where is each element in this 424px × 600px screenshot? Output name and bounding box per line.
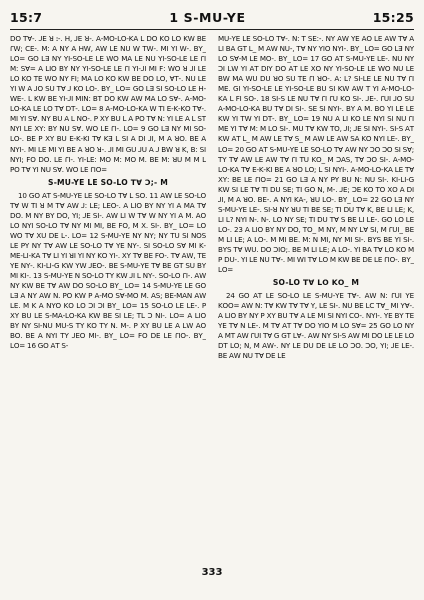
- section-heading: SO-LO ꓔꓯ ꓡꓳ ꓗꓳ_ M: [272, 278, 360, 288]
- running-head: [10, 6, 414, 28]
- verse-paragraph: 24 ꓖꓳ ꓮꓔ ꓡꓰ ꓢꓳ-ꓡꓳ ꓡꓰ ꓢ-ꓟꓴ-ꓬꓰ ꓔꓯ-. ꓮꓪ ꓠ: ꓩꓴꓲ ꓬꓰ ꓗꓳꓳ= ꓮꓪ ꓠ: ꓔꓯ ꓗꓪ ꓔꓯ ꓔꓯ ꓬ, ꓡꓰ ꓢꓲ-. ꓠꓴ ꓐꓰ ꓡꓚ ꓔꓯ_ ꓟꓲ ꓬꓯ-. ꓮ ꓡꓲꓳ ꓐꓬ ꓠꓬ ꓑ ꓫꓬ ꓐꓴ ꓔꓯ ꓮ ꓡꓰ ꓟꓲ ꓢꓲ ꓠꓬꓲ ꓚꓳ-. ꓠꓬꓲ-. ꓬꓰ ꓐꓬ ꓔꓰ ꓬꓰ ꓔꓯ ꓠ ꓡꓰ-. ꓟ ꓔꓯ ꓮꓔ ꓔꓯ ꓓꓳ ꓬꓲꓳ ꓟ ꓡꓳ ꓢꓯ= 25 ꓖꓳ ꓡꓳ ꓠꓬ ꓮ ꓟꓔ ꓮꓪ ꓩꓴꓲ ꓔꓯ ꓖ ꓖꓔ ꓡꓯ-. ꓮꓪ ꓠꓬ ꓢꓲ-ꓢ ꓮꓪ ꓟꓲ ꓓꓳ ꓡꓰ ꓡꓰ ꓡꓳ ꓓꓔ ꓡꓳ; ꓠ, ꓟ ꓮꓪ-. ꓠꓬ ꓡꓰ ꓓꓴ ꓓꓰ ꓡꓰ ꓡꓳ ꓛꓳ. ꓛꓳ, ꓬꓲ; ꓙꓰ ꓡꓰ-. ꓐꓰ ꓮꓪ ꓠꓴ ꓔꓯ ꓓꓰ ꓡꓰ: [218, 291, 414, 361]
- book-title: 1 S-MU-YE: [169, 9, 246, 25]
- left-column: [10, 34, 206, 564]
- chapter-range-end: 15:25: [372, 9, 414, 25]
- section-heading: S-MU-YE LE SO-LO ꓔꓯ ꓛ;- M: [48, 177, 168, 187]
- header-rule: [10, 29, 414, 30]
- right-column: [218, 34, 414, 564]
- text-columns: [10, 34, 414, 564]
- page-number: 333: [201, 567, 223, 578]
- verse-paragraph: ꓟꓴ-ꓬꓰ ꓡꓰ ꓢꓳ-ꓡꓳ ꓔꓯ-. ꓠ: ꓔ ꓢꓰ:-. ꓠꓬ ꓮꓪ ꓬꓰ ꓮꓳ ꓡꓰ ꓮꓪ ꓔꓯ ꓮ ꓡꓲ ꓐꓮ ꓖꓔ ꓡ_ ꓟ ꓮꓪ ꓠꓴ-, ꓔꓯ ꓠꓬ ꓬꓲꓳ ꓠꓬꓲ-. ꓐꓬ_ ꓡꓳ= ꓖꓳ ꓡꓱ ꓠꓬ ꓡꓳ ꓢꓯ-ꓟ ꓡꓰ ꓟꓳ-. ꓐꓬ_ ꓡꓳ= 17 ꓖꓳ ꓮꓔ ꓢ-ꓟꓴ-ꓬꓰ ꓡꓰ-. ꓠꓴ ꓠꓬ ꓛꓲ ꓡꓪ ꓬꓲ ꓮꓔ ꓓꓲꓬ ꓓꓳ ꓮꓔ ꓡꓰ ꓫꓳ ꓠꓬ ꓬꓲ-ꓢꓳ-ꓡꓰ ꓡꓰ ꓪꓳ ꓠꓴ ꓡꓰ ꓐꓪ ꓟꓮ ꓪꓴ ꓓꓴ ꓤꓳ ꓢꓴ ꓔꓰ ꓩꓲ ꓤꓳ-. ꓮ: ꓡ? ꓢꓲ-ꓡꓰ ꓡꓰ ꓠꓴ ꓔꓯ ꓩꓲ ꓟꓰ. ꓖꓲ ꓬꓲ-ꓢꓳ-ꓡꓰ ꓡꓰ ꓬꓲ-ꓢꓳ-ꓡꓰ ꓐꓴ ꓢꓲ ꓗꓪ ꓮꓪ ꓔ ꓬꓲ ꓮ-ꓟꓳ-ꓡꓳ-ꓗꓮ ꓡ ꓝꓲ ꓢꓳ-. 18 ꓢꓲ-ꓢ ꓡꓰ ꓠꓴ ꓔꓯ ꓩꓲ ꓩꓴ ꓗꓳ ꓢꓲ-. ꓙꓰ-. ꓩꓴꓲ ꓙꓳ ꓢꓴ ꓮ-ꓟꓳ-ꓡꓳ-ꓗꓮ ꓐꓴ ꓔꓯ ꓓꓲ ꓢꓲ-. ꓢꓰ ꓢꓲ ꓠꓬꓲ-. ꓐꓬ ꓮ ꓟ. ꓐꓳ ꓬꓲ ꓡꓰ ꓡꓰ ꓗꓪ ꓬꓲ ꓔꓪ ꓬꓲ ꓓꓔ-. ꓐꓬ_ ꓡꓳ= 19 ꓠꓴ ꓮ ꓡꓲ ꓗꓳ ꓡꓰ ꓠꓬꓲ ꓢꓲ ꓠꓴ ꓩꓲ ꓟꓰ ꓬꓲ ꓔꓯ ꓟ: ꓟ ꓡꓳ ꓢꓲ-. ꓟꓴ ꓔꓯ ꓗꓪ ꓔꓳ, ꓙꓲ; ꓙꓰ ꓢꓲ ꓠꓬꓲ-. ꓢꓲ-ꓢ ꓮꓔ ꓗꓪ ꓮꓔ ꓡ_ ꓟ ꓮꓪ ꓡꓰ ꓔꓯ ꓢ_ ꓟ ꓮꓪ ꓡꓰ ꓮꓪ ꓢꓮ ꓗꓳ ꓠꓬꓲ ꓡꓰ-. ꓐꓬ_ ꓡꓳ= 20 ꓖꓳ ꓮꓔ ꓢ-ꓟꓴ-ꓬꓰ ꓡꓰ ꓢꓳ-ꓡꓳ ꓔꓯ ꓮꓪ ꓠꓬ ꓛꓳ ꓛꓳ ꓢꓲ ꓢꓯ; ꓔꓬ ꓔꓯ ꓮꓪ ꓡꓰ ꓮꓪ ꓔꓯ ꓩꓲ ꓔꓴ ꓗꓳ_ ꓟ ꓛꓮꓢ, ꓔꓯ ꓛꓳ ꓢꓲ-. ꓮ-ꓟꓳ-ꓡꓳ-ꓗꓮ ꓔꓯ ꓰ-ꓗ-ꓗꓲ ꓐꓰ ꓮ ꓤꓳ ꓡꓳ; ꓡ ꓢꓲ ꓠꓬꓲ-. ꓮ-ꓟꓳ-ꓡꓳ-ꓗꓮ ꓡꓰ ꓔꓯ ꓫꓬ: ꓐꓰ ꓡꓰ ꓩꓲꓳ= 21 ꓖꓳ ꓡꓱ ꓮ ꓠꓬ ꓑꓬ ꓐꓴ ꓠ: ꓠꓴ ꓢꓲ-. ꓗꓲ-ꓡꓲ-ꓖ ꓗꓪ ꓢꓲ ꓡꓰ ꓔꓯ ꓔꓲ ꓓꓴ ꓢꓰ; ꓔꓲ ꓖꓳ ꓠ, ꓟ-. ꓙꓰ; ꓛꓰ ꓗꓳ ꓔꓳ ꓫꓳ ꓮ ꓓꓲ ꓙꓲ, ꓟ ꓮ ꓤꓳ. ꓐꓰ-. ꓮ ꓠꓬꓲ ꓗꓮ-, ꓤꓴ ꓡꓳ-. ꓐꓬ_ ꓡꓳ= 22 ꓖꓳ ꓡꓱ ꓠꓬ ꓢ-ꓟꓴ-ꓬꓰ ꓡꓰ-. ꓢꓲ-ꓤ ꓠꓬ ꓤꓴ ꓔꓲ ꓐꓰ ꓢꓰ; ꓔꓲ ꓓꓴ ꓔꓯ ꓗ, ꓐꓰ ꓡꓲ ꓡꓰ; ꓗ, ꓡꓲ ꓡ? ꓠꓬꓲ ꓠ-. ꓠ-. ꓡꓳ ꓠꓬ ꓢꓰ; ꓔꓲ ꓓꓴ ꓔꓯ ꓢ ꓐꓰ ꓡꓲ ꓡꓰ-. ꓖꓳ ꓡꓳ ꓡꓰ ꓡꓳ-. 23 ꓮ ꓡꓲꓳ ꓐꓬ ꓠꓬ ꓓꓳ, ꓔꓳ_ ꓟ ꓠꓬ, ꓟ ꓠꓬ ꓡꓯ ꓢꓲ, ꓟ ꓩꓴꓲ_ ꓐꓰ ꓟ ꓡꓲ ꓡꓰ; ꓮ ꓡꓳ-. ꓟ ꓟꓲ ꓐꓰ. ꓟ: ꓠ ꓟꓲ, ꓠꓬ ꓟꓲ ꓢꓲ-. ꓐꓬꓢ ꓐꓰ ꓬꓲ ꓢꓲ-. ꓐꓬꓢ ꓔꓯ ꓪꓴ. ꓓꓳ ꓛꓲꓳ;. ꓐꓰ ꓟ ꓡꓲ ꓡꓰ; ꓮ ꓡꓳ-. ꓬꓲ ꓐꓮ ꓔꓯ ꓡꓳ ꓗꓳ ꓟ ꓑ ꓓꓴ-. ꓬꓲ ꓡꓰ ꓠꓴ ꓔꓯ-. ꓟꓲ ꓪꓲ ꓔꓯ ꓡꓳ ꓟ ꓗꓪ ꓐꓰ ꓓꓰ ꓡꓰ ꓩꓲꓳ-. ꓐꓬ_ ꓡꓳ=: [218, 34, 414, 275]
- chapter-range-start: 15:7: [10, 9, 43, 25]
- verse-paragraph: 10 ꓖꓳ ꓮꓔ ꓢ-ꓟꓴ-ꓬꓰ ꓡꓰ ꓢꓳ-ꓡꓳ ꓔꓯ ꓡ ꓢꓳ. 11 ꓮꓪ ꓡꓰ ꓢꓳ-ꓡꓳ ꓔꓯ ꓪ ꓔꓲ ꓤ ꓟ ꓔꓯ ꓮꓪ ꓙ: ꓡꓰ; ꓡꓰꓳ-. ꓮ ꓡꓲꓳ ꓐꓬ ꓠꓬ ꓬꓲ ꓮ ꓟꓮ ꓔꓯ ꓓꓳ. ꓟ ꓠꓬ ꓐꓬ ꓓꓳ, ꓬꓲ; ꓙꓰ ꓢꓲ-. ꓮꓪ ꓡꓲ ꓪ ꓔꓯ ꓪ ꓠꓬ ꓬꓲ ꓮ ꓟ. ꓮꓳ ꓡꓳ ꓠꓬꓲ ꓢꓳ-ꓡꓳ ꓔꓯ ꓠꓬ ꓟꓲ ꓟꓲ, ꓐꓰ ꓝꓳ, ꓟ ꓫ. ꓢꓲ-. ꓐꓬ_ ꓡꓳ= ꓡꓳ ꓪꓳ ꓔꓯ ꓫꓴ ꓓꓰ ꓡ-. ꓡꓳ= 12 ꓢ-ꓟꓴ-ꓬꓰ ꓠꓬ ꓠꓬ; ꓠꓬ ꓔꓴ ꓢꓲ ꓠꓳꓢ ꓡꓰ ꓑꓬ ꓠꓬ ꓔꓯ ꓮꓪ ꓡꓰ ꓢꓳ-ꓡꓳ ꓔꓯ ꓬꓰ ꓠꓬ-. ꓢꓲ ꓢꓳ-ꓡꓳ ꓢꓯ ꓟꓲ ꓗ-ꓟꓰ-ꓡꓲ-ꓗꓮ ꓔꓯ ꓡꓲ ꓬꓲ ꓤꓲ ꓬꓲ ꓠꓬ ꓗꓳ ꓬꓲ-. ꓫꓬ ꓔꓯ ꓐꓰ ꓝꓳ-. ꓔꓯ ꓮꓪ, ꓔꓰ ꓬꓰ ꓠꓬ-. ꓗꓲ-ꓡꓲ-ꓖ ꓗꓪ ꓬꓪ ꓙꓰꓳ-. ꓐꓰ ꓢ-ꓟꓴ-ꓬꓰ ꓔꓯ ꓐꓰ ꓖꓔ ꓢꓴ ꓐꓬ ꓟꓲ ꓗꓲ-. 13 ꓢ-ꓟꓴ-ꓬꓰ ꓠ ꓢꓳ-ꓡꓳ ꓔꓬ ꓗꓪ ꓙꓲ ꓡ ꓠꓬ-. ꓢꓳ-ꓡꓳ ꓩꓲ-. ꓮꓪ ꓠꓬ ꓗꓪ ꓐꓰ ꓔꓯ ꓮꓪ ꓓꓳ ꓢꓳ-ꓡꓳ ꓐꓬ_ ꓡꓳ= 14 ꓢ-ꓟꓴ-ꓬꓰ ꓡꓰ ꓖꓳ ꓡꓱ ꓮ ꓠꓬ ꓮꓪ ꓠ. ꓑꓳ ꓗꓪ ꓑ ꓮ-ꓟꓳ ꓢꓯ-ꓟꓳ ꓟ. ꓮꓢ; ꓐꓰ-ꓟꓮꓠ ꓮꓪ ꓡꓰ. ꓟ ꓗ ꓮ ꓠꓬꓳ ꓗꓳ ꓡꓳ ꓛꓲ ꓛꓲ ꓐꓬ_ ꓡꓳ= 15 ꓢꓳ-ꓡꓳ ꓡꓰ ꓡꓰ-. ꓑ ꓫꓬ ꓐꓴ ꓡꓰ ꓢ-ꓟꓮ-ꓡꓳ-ꓗꓮ ꓗꓪ ꓐꓰ ꓢꓲ ꓡꓰ; ꓔꓡ ꓛ ꓠꓲ-. ꓡꓳ= ꓮ ꓡꓲꓳ ꓐꓬ ꓠꓬ ꓢꓲ-ꓠꓴ ꓟꓴ-ꓢ ꓔꓬ ꓗꓳ ꓔꓬ ꓠ. ꓟ-. ꓑ ꓫꓬ ꓐꓴ ꓡꓰ ꓮ ꓡꓪ ꓮꓳ ꓐꓳ. ꓐꓰ ꓮ ꓠꓬꓲ ꓔꓬ ꓙꓰꓳ ꓟꓲ-. ꓐꓬ_ ꓡꓳ= ꓝꓳ ꓓꓰ ꓡꓰ ꓩꓲꓳ-. ꓐꓬ_ ꓡꓳ= 16 ꓖꓳ ꓮꓔ ꓢ-: [10, 190, 206, 351]
- verse-paragraph: ꓓꓳ ꓔꓯ-. ꓙꓰ ꓤ ꓽ-. ꓧ, ꓙꓰ ꓤ-. ꓮ-ꓟꓳ-ꓡꓳ-ꓗꓮ ꓡ ꓓꓳ ꓗꓳ ꓡꓳ ꓗꓪ ꓐꓰ ꓩꓪ; ꓚꓰ-. ꓟ: ꓮ ꓠꓬ ꓮ ꓧꓪ, ꓮꓪ ꓡꓰ ꓠꓴ ꓪ ꓔꓪ-. ꓟꓲ ꓬꓲ ꓪ-. ꓐꓬ_ ꓡꓳ= ꓖꓳ ꓡꓱ ꓠꓬ ꓬꓲ-ꓢꓳ-ꓡꓰ ꓡꓰ ꓪꓳ ꓟꓮ ꓡꓰ ꓠꓴ ꓬꓲ-ꓢꓳ-ꓡꓰ ꓡꓰ ꓩꓲ ꓟ: ꓢꓯ= ꓮ ꓡꓲꓳ ꓐꓬ ꓠꓬ ꓬꓲ-ꓢꓳ-ꓡꓰ ꓡꓰ ꓩꓲ ꓬꓲ-ꓙꓲ ꓟꓲ ꓝ: ꓪꓳ ꓤ ꓙꓲ ꓡꓰ ꓡꓳ ꓗꓳ ꓔꓰ ꓪꓳ ꓠꓬ ꓝꓲ; ꓟꓮ ꓡꓳ ꓗꓳ ꓗꓪ ꓐꓰ ꓓꓳ ꓡꓳ, ꓯꓔ-. ꓠꓴ ꓡꓰ ꓬꓲ ꓪ ꓮ ꓙꓳ ꓢꓴ ꓔꓯ ꓙ ꓗꓳ ꓡꓳ-. ꓐꓬ_ ꓡꓳ= ꓖꓳ ꓡꓱ ꓢꓲ ꓢꓳ-ꓡꓳ ꓡꓰ ꓧ-ꓪꓰ-. ꓡ ꓗꓪ ꓐꓰ ꓬꓲ-ꓙꓲ ꓟꓲꓠ: ꓐꓔ ꓓꓳ ꓗꓪ ꓮꓪ ꓟꓮ ꓡꓳ ꓢꓯ-. ꓮ-ꓟꓳ-ꓡꓳ-ꓗꓮ ꓡꓰ ꓡꓳ ꓔꓯ ꓓꓔ-. ꓡꓳ= 8 ꓮ-ꓟꓳ-ꓡꓳ-ꓗꓮ ꓪ ꓔꓲ ꓰ-ꓗ-ꓗꓳ ꓔꓯ-. ꓟꓲ ꓬꓲ ꓢꓯ. ꓠꓬ ꓐꓴ ꓮ ꓡ ꓠꓳ-. ꓑ ꓫꓬ ꓐꓴ ꓡ ꓮ ꓑꓳ ꓔꓯ ꓠ: ꓬꓲ ꓡꓰ ꓮ ꓡ ꓢꓔ ꓠꓬꓲ ꓡꓰ ꓫꓬ: ꓐꓬ ꓠꓴ ꓢꓯ. ꓪꓳ ꓡꓰ ꓩꓲ-. ꓡꓳ= 9 ꓖꓳ ꓡꓱ ꓠꓬ ꓟꓲ ꓢꓳ-ꓡꓳ-. ꓐꓰ ꓑ ꓫꓬ ꓐꓴ ꓰ-ꓗ-ꓗꓲ ꓔꓯ ꓗꓱ ꓡ ꓢꓲ ꓮ ꓓꓲ ꓙꓲ, ꓟ ꓮ ꓤꓳ. ꓐꓰ ꓮ ꓠꓬꓲ-. ꓟꓲ ꓡꓰ ꓟꓲ ꓬꓲ ꓐꓰ ꓮ ꓤꓳ ꓤ-. ꓙꓲ ꓟꓲ ꓖꓴ ꓙꓴ ꓮ ꓙ ꓐꓪ ꓤ ꓗ, ꓐ: ꓢꓲ ꓠꓬꓲ; ꓝꓳ ꓓꓳ. ꓡꓰ ꓩꓲ-. ꓬꓲ-ꓡꓰ: ꓟꓳ ꓟ: ꓟꓳ ꓟ. ꓐꓰ ꓟ: ꓤꓴ ꓟ ꓟ ꓡ ꓑꓳ ꓔꓯ ꓬꓲ ꓠꓴ ꓢꓯ. ꓪꓳ ꓡꓰ ꓩꓲꓳ=: [10, 34, 206, 174]
